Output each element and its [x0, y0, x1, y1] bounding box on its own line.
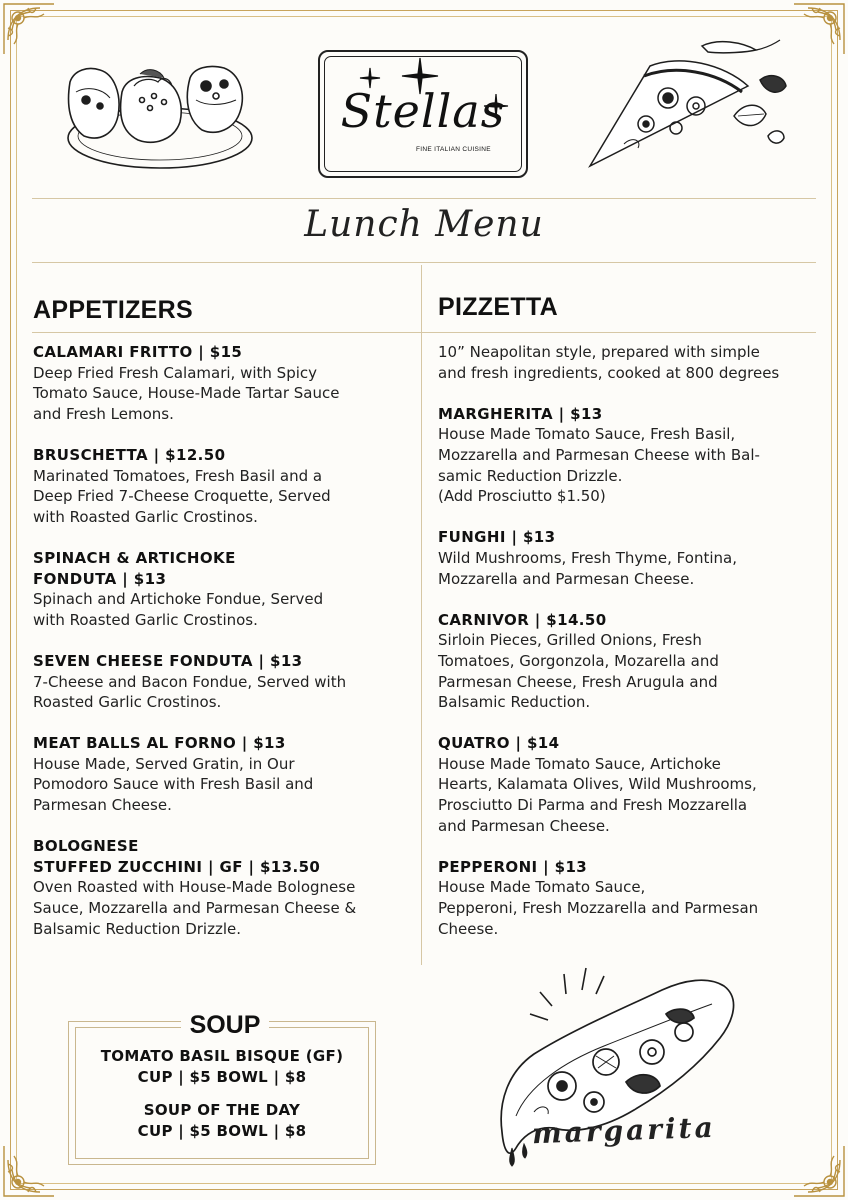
menu-item-name: CARNIVOR | $14.50: [438, 610, 607, 629]
logo-name: Stellas: [340, 84, 506, 138]
menu-item: [438, 857, 828, 939]
pizzetta-intro: 10” Neapolitan style, prepared with simple and fresh ingredients, cooked at 800 degrees: [438, 343, 780, 382]
menu-item: [438, 610, 828, 713]
corner-ornament-icon: [790, 1142, 848, 1200]
menu-item-name: SPINACH & ARTICHOKE FONDUTA | $13: [33, 548, 236, 588]
menu-item: [33, 548, 413, 630]
divider: [32, 262, 816, 263]
restaurant-logo: [318, 50, 528, 178]
pizzetta-list: [438, 342, 828, 960]
menu-title: Lunch Menu: [304, 204, 544, 245]
menu-item-name: SEVEN CHEESE FONDUTA | $13: [33, 651, 303, 670]
corner-ornament-icon: [790, 0, 848, 58]
menu-item-name: BRUSCHETTA | $12.50: [33, 445, 226, 464]
menu-item-name: FUNGHI | $13: [438, 528, 556, 547]
appetizers-heading: APPETIZERS: [33, 296, 193, 324]
pizzetta-heading: PIZZETTA: [438, 293, 558, 321]
menu-item: [438, 733, 828, 836]
bruschetta-plate-illustration-icon: [56, 56, 256, 176]
menu-item-description: Sirloin Pieces, Grilled Onions, Fresh Tomatoes, Gorgonzola, Mozarella and Parmesan Cheese, Fresh Arugula and Balsamic Reduction.: [438, 631, 719, 712]
menu-item-description: Spinach and Artichoke Fondue, Served with Roasted Garlic Crostinos.: [33, 590, 324, 629]
soup-item: SOUP OF THE DAY CUP | $5 BOWL | $8: [137, 1101, 307, 1140]
menu-item: [33, 733, 413, 815]
pizza-slice-illustration-icon: [584, 36, 794, 176]
menu-item-description: 7-Cheese and Bacon Fondue, Served with Roasted Garlic Crostinos.: [33, 672, 347, 712]
menu-item-description: House Made, Served Gratin, in Our Pomodoro Sauce with Fresh Basil and Parmesan Cheese.: [33, 754, 314, 815]
menu-item-description: Marinated Tomatoes, Fresh Basil and a Deep Fried 7-Cheese Croquette, Served with Roasted Garlic Crostinos.: [33, 466, 331, 526]
menu-item: [33, 651, 413, 713]
menu-item-description: House Made Tomato Sauce, Pepperoni, Fresh Mozzarella and Parmesan Cheese.: [438, 878, 759, 938]
menu-item: [33, 445, 413, 527]
appetizers-list: [33, 342, 413, 960]
soup-heading: SOUP: [181, 1011, 269, 1040]
divider: [32, 198, 816, 199]
menu-item-name: BOLOGNESE STUFFED ZUCCHINI | GF | $13.50: [33, 837, 321, 876]
menu-item: [438, 404, 828, 507]
soup-item: TOMATO BASIL BISQUE (GF) CUP | $5 BOWL | $8: [100, 1047, 344, 1086]
menu-item-name: MEAT BALLS AL FORNO | $13: [33, 734, 286, 753]
menu-item: [33, 342, 413, 424]
menu-item-description: Deep Fried Fresh Calamari, with Spicy Tomato Sauce, House-Made Tartar Sauce and Fresh Lemons.: [33, 363, 340, 423]
menu-item-name: CALAMARI FRITTO | $15: [33, 343, 243, 361]
menu-item: [33, 836, 413, 939]
corner-ornament-icon: [0, 1142, 58, 1200]
menu-item: [438, 527, 828, 589]
menu-item-name: MARGHERITA | $13: [438, 404, 603, 423]
margarita-caption: margarita: [531, 1110, 717, 1151]
menu-item-name: QUATRO | $14: [438, 734, 560, 753]
logo-tagline: FINE ITALIAN CUISINE: [416, 146, 491, 153]
menu-item-description: House Made Tomato Sauce, Fresh Basil, Mozzarella and Parmesan Cheese with Bal- samic Reduction Drizzle. (Add Prosciutto $1.50): [438, 425, 760, 506]
menu-item-name: PEPPERONI | $13: [438, 857, 588, 876]
menu-item-description: House Made Tomato Sauce, Artichoke Hearts, Kalamata Olives, Wild Mushrooms, Prosciutto Di Parma and Fresh Mozzarella and Parmesan Cheese.: [438, 754, 757, 835]
corner-ornament-icon: [0, 0, 58, 58]
menu-item-description: Wild Mushrooms, Fresh Thyme, Fontina, Mozzarella and Parmesan Cheese.: [438, 548, 737, 588]
column-divider: [421, 265, 422, 965]
menu-item-description: Oven Roasted with House-Made Bolognese Sauce, Mozzarella and Parmesan Cheese & Balsamic Reduction Drizzle.: [33, 878, 357, 938]
divider: [32, 332, 816, 333]
